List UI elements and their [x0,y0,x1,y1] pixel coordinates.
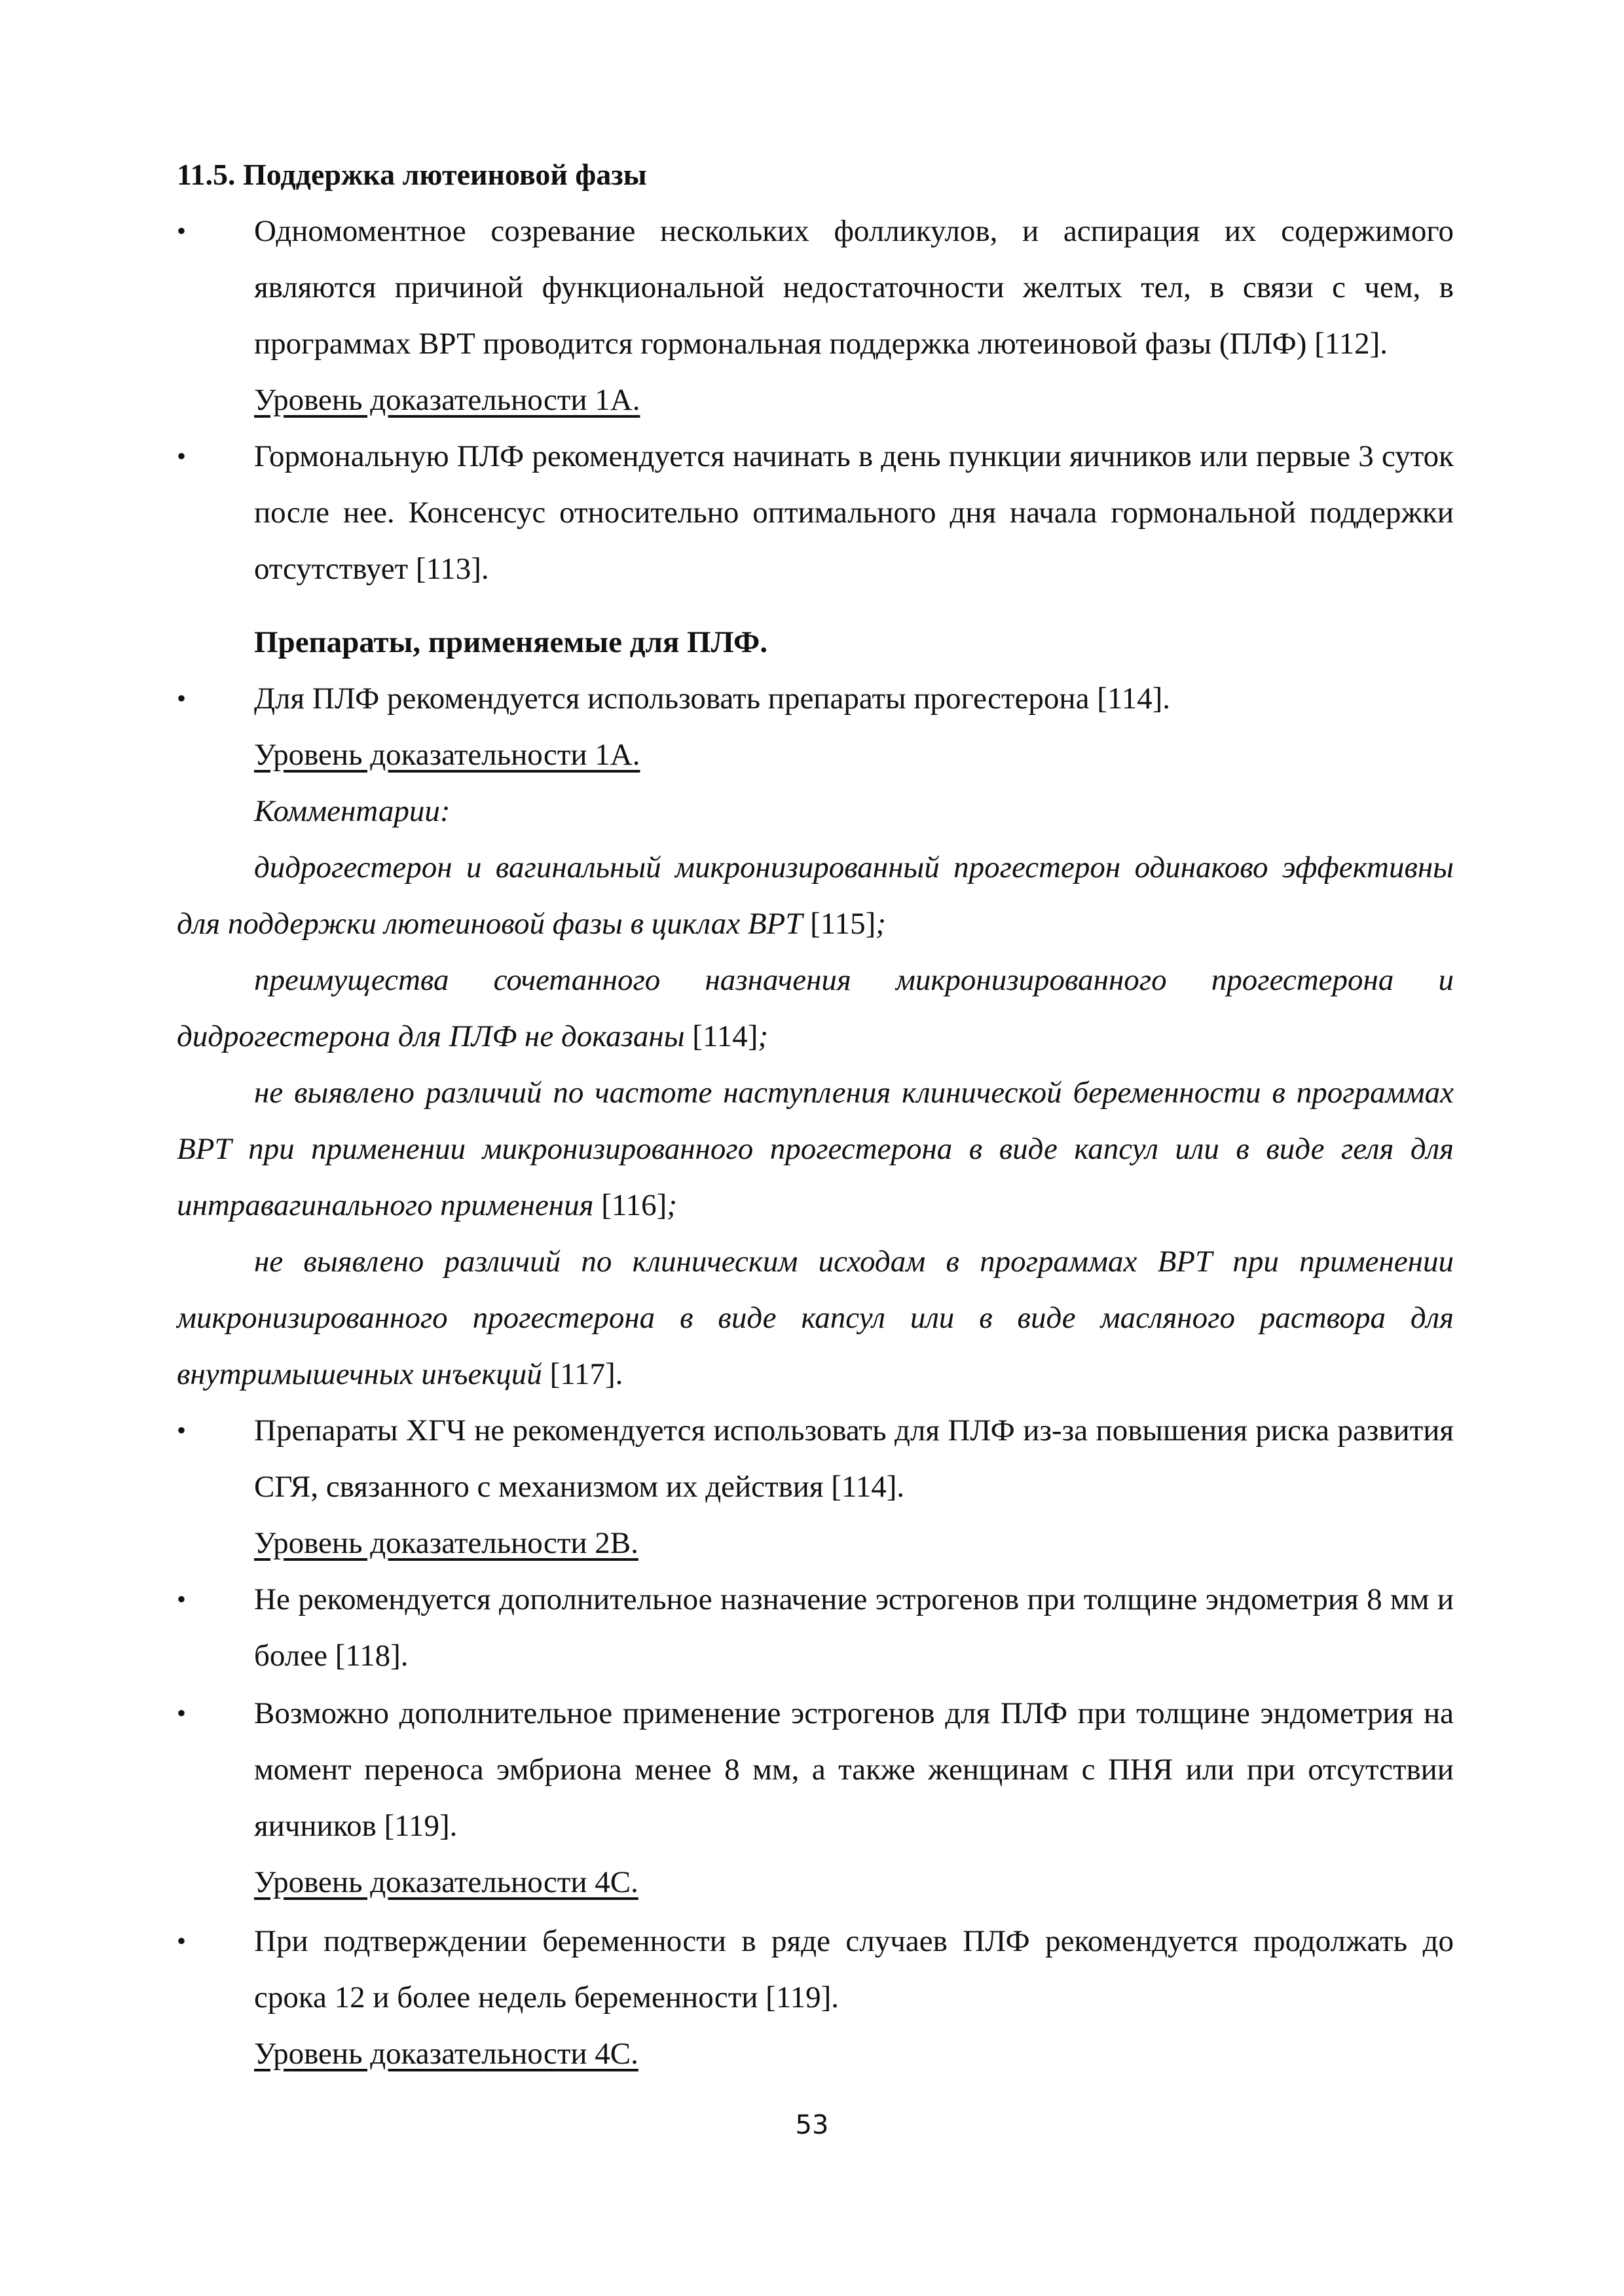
recommendation-item [177,203,1454,428]
bullet-icon: • [177,1698,187,1728]
comment-punct: . [615,1357,623,1391]
section-heading: 11.5. Поддержка лютеиновой фазы [177,158,647,191]
reference: [116] [593,1188,667,1222]
recommendation-text: Препараты ХГЧ не рекомендуется использовать для ПЛФ из-за повышения риска развития СГЯ, связанного с механизмом их действия [114]. [254,1413,1454,1504]
recommendation-item [177,1571,1454,1684]
comment-text: не выявлено различий по частоте наступления клинической беременности в программах ВРТ при применении микронизированного прогестерона в виде капсул или в виде геля для интравагинального применения [177,1076,1454,1222]
comment-text: преимущества сочетанного назначения микронизированного прогестерона и дидрогестерона для ПЛФ не доказаны [177,963,1454,1053]
bullet-icon: • [177,441,187,471]
recommendation-text: Одномоментное созревание нескольких фолликулов, и аспирация их содержимого являются причиной функциональной недостаточности желтых тел, в связи с чем, в программах ВРТ проводится гормональная поддержка лютеиновой фазы (ПЛФ) [112]. [254,214,1454,361]
comment-punct: ; [758,1019,769,1053]
bullet-icon: • [177,1926,187,1956]
comment-paragraph [177,1233,1454,1402]
recommendation-item [177,1402,1454,1571]
recommendation-text: Гормональную ПЛФ рекомендуется начинать в день пункции яичников или первые 3 суток после нее. Консенсус относительно оптимального дня начала гормональной поддержки отсутствует [113]. [254,439,1454,586]
comment-paragraph [177,1065,1454,1233]
reference: [115] [802,907,876,941]
recommendation-item [177,670,1454,783]
recommendation-text: Для ПЛФ рекомендуется использовать препараты прогестерона [114]. [254,682,1171,716]
drugs-subheading: Препараты, применяемые для ПЛФ. [254,625,768,659]
reference: [114] [684,1019,758,1053]
comment-paragraph [177,952,1454,1065]
recommendation-text: При подтверждении беременности в ряде случаев ПЛФ рекомендуется продолжать до срока 12 и более недель беременности [119]. [254,1924,1454,2014]
recommendation-text: Не рекомендуется дополнительное назначение эстрогенов при толщине эндометрия 8 мм и более [118]. [254,1582,1454,1673]
comment-paragraph [177,839,1454,952]
bullet-icon: • [177,683,187,713]
comment-text: не выявлено различий по клиническим исходам в программах ВРТ при применении микронизированного прогестерона в виде капсул или в виде масляного раствора для внутримышечных инъекций [177,1245,1454,1391]
evidence-level: Уровень доказательности 2В. [254,1526,638,1560]
bullet-icon: • [177,1415,187,1445]
page-number: 53 [795,2110,829,2140]
evidence-level: Уровень доказательности 4С. [254,2037,638,2071]
comments-label: Комментарии: [254,794,451,828]
reference: [117] [542,1357,616,1391]
bullet-icon: • [177,216,187,246]
recommendation-item [177,428,1454,597]
comment-punct: ; [667,1188,677,1222]
bullet-icon: • [177,1584,187,1614]
recommendation-item [177,1913,1454,2082]
comment-punct: ; [876,907,886,941]
evidence-level: Уровень доказательности 4С. [254,1865,638,1899]
recommendation-item [177,1685,1454,1910]
evidence-level: Уровень доказательности 1А. [254,383,640,417]
recommendation-text: Возможно дополнительное применение эстрогенов для ПЛФ при толщине эндометрия на момент переноса эмбриона менее 8 мм, а также женщинам с ПНЯ или при отсутствии яичников [119]. [254,1696,1454,1843]
evidence-level: Уровень доказательности 1А. [254,738,640,772]
comment-text: дидрогестерон и вагинальный микронизированный прогестерон одинаково эффективны для поддержки лютеиновой фазы в циклах ВРТ [177,850,1454,941]
